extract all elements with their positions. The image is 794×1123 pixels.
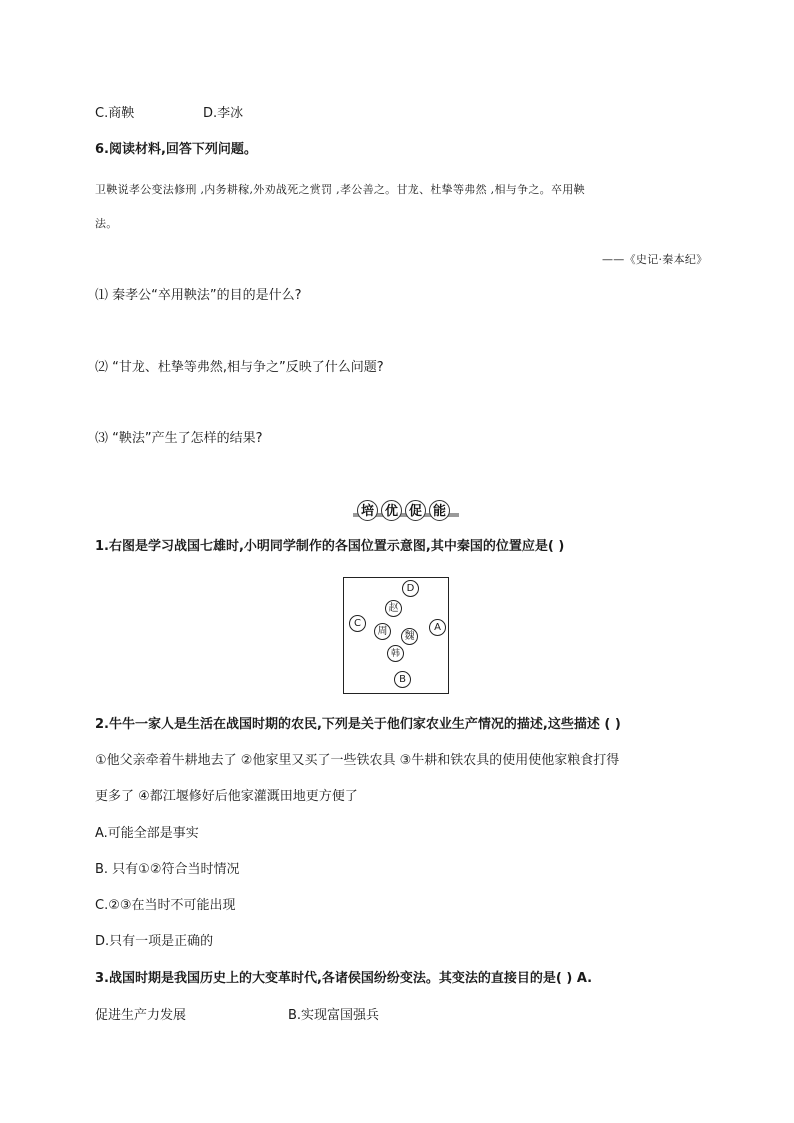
option-b: B.实现富国强兵	[288, 1008, 380, 1023]
practice-question-1-stem: 1.右图是学习战国七雄时,小明同学制作的各国位置示意图,其中秦国的位置应是( )	[95, 539, 565, 554]
map-node-zhou: 周	[374, 623, 391, 640]
sub-question-2: ⑵ “甘龙、杜挚等弗然,相与争之”反映了什么问题?	[95, 360, 384, 375]
sub-question-1: ⑴ 秦孝公“卒用鞅法”的目的是什么?	[95, 288, 302, 303]
sub-question-3: ⑶ “鞅法”产生了怎样的结果?	[95, 431, 263, 446]
practice-question-2-items-line-2: 更多了 ④都江堰修好后他家灌溉田地更方便了	[95, 789, 358, 804]
banner-char-4: 能	[429, 500, 450, 521]
map-node-han: 韩	[387, 645, 404, 662]
material-source: ——《史记·秦本纪》	[602, 253, 708, 266]
question-6-stem: 6.阅读材料,回答下列问题。	[95, 142, 257, 157]
banner-char-2: 优	[381, 500, 402, 521]
map-node-wei: 魏	[401, 628, 418, 645]
section-title-banner	[353, 500, 459, 522]
warring-states-map	[343, 577, 449, 694]
practice-question-2-stem: 2.牛牛一家人是生活在战国时期的农民,下列是关于他们家农业生产情况的描述,这些描述 ( )	[95, 717, 621, 732]
option-c: C.商鞅	[95, 106, 135, 121]
option-b: B. 只有①②符合当时情况	[95, 862, 240, 877]
map-node-zhao: 赵	[385, 600, 402, 617]
option-a: A.可能全部是事实	[95, 826, 199, 841]
banner-char-3: 促	[405, 500, 426, 521]
map-node-a: A	[429, 619, 446, 636]
map-node-c: C	[349, 615, 366, 632]
material-text-line-1: 卫鞅说孝公变法修刑 ,内务耕稼,外劝战死之赏罚 ,孝公善之。甘龙、杜挚等弗然 ,相与争之。卒用鞅	[95, 183, 585, 196]
material-text-line-2: 法。	[95, 217, 118, 230]
practice-question-3-stem: 3.战国时期是我国历史上的大变革时代,各诸侯国纷纷变法。其变法的直接目的是( ) A.	[95, 971, 593, 986]
option-a-continued: 促进生产力发展	[95, 1008, 187, 1023]
option-d: D.只有一项是正确的	[95, 934, 214, 949]
map-node-d: D	[402, 580, 419, 597]
map-node-b: B	[394, 671, 411, 688]
practice-question-2-items-line-1: ①他父亲牵着牛耕地去了 ②他家里又买了一些铁农具 ③牛耕和铁农具的使用使他家粮食打得	[95, 753, 620, 768]
option-d: D.李冰	[203, 106, 244, 121]
option-c: C.②③在当时不可能出现	[95, 898, 236, 913]
banner-char-1: 培	[357, 500, 378, 521]
